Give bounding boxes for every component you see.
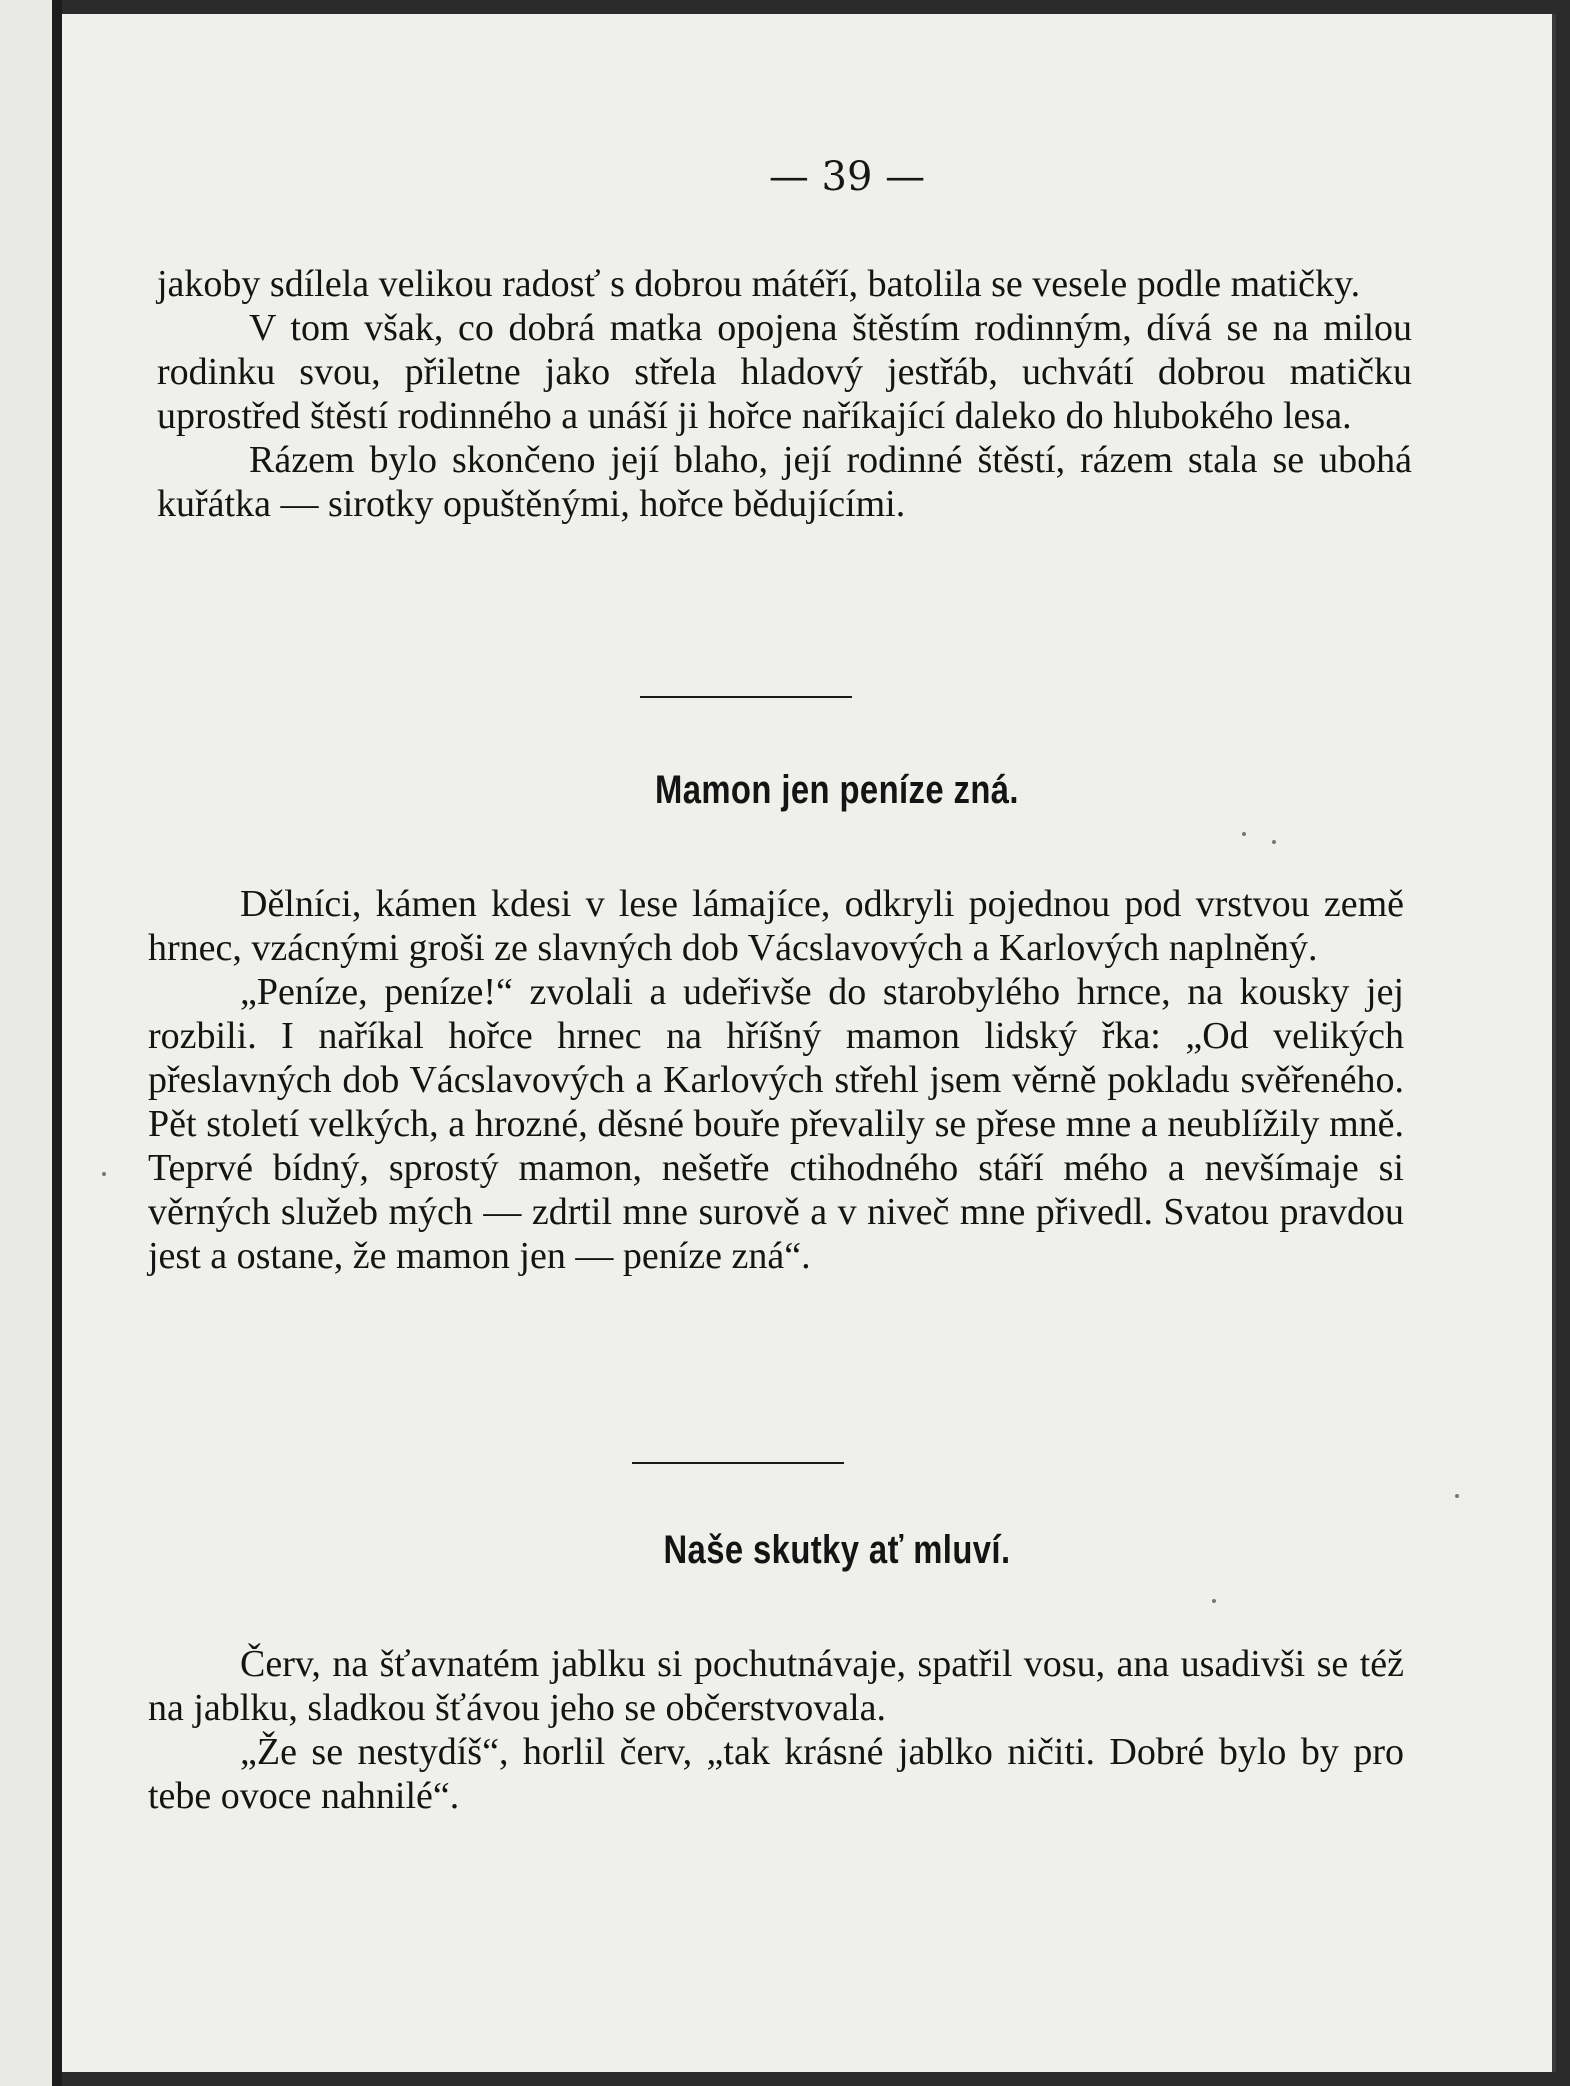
skutky-paragraph: Červ, na šťavnatém jablku si pochutnávaje, spatřil vosu, ana usadivši se též na jablku, sladkou šťávou jeho se občerstvovala. xyxy=(148,1643,1404,1729)
mamon-paragraph: „Peníze, peníze!“ zvolali a udeřivše do starobylého hrnce, na kousky jej rozbili. I naříkal hořce hrnec na hříšný mamon lidský řka: „Od velikých přeslavných dob Vácslavových a Karlových střehl jsem věrně pokladu svěřeného. Pět století velkých, a hrozné, děsné bouře převalily se přese mne a neublížily mně. Teprvé bídný, sprostý mamon, nešetře ctihodného stáří mého a nevšímaje si věrných služeb mých — zdrtil mne surově a v niveč mne přivedl. Svatou pravdou jest a ostane, že mamon jen — peníze zná“. xyxy=(148,971,1404,1277)
intro-paragraph: V tom však, co dobrá matka opojena štěstím rodinným, dívá se na milou rodinku svou, přiletne jako střela hladový jestřáb, uchvátí dobrou matičku uprostřed štěstí rodinného a unáší ji hořce naříkající daleko do hlubokého lesa. xyxy=(157,307,1412,437)
page-number: — 39 — xyxy=(768,154,926,200)
mamon-paragraph: Dělníci, kámen kdesi v lese lámajíce, odkryli pojednou pod vrstvou země hrnec, vzácnými groši ze slavných dob Vácslavových a Karlových naplněný. xyxy=(148,883,1404,969)
paper-speck xyxy=(1455,1494,1459,1498)
paper-speck xyxy=(1212,1599,1216,1603)
section-title-mamon: Mamon jen peníze zná. xyxy=(654,768,1019,812)
paper-speck xyxy=(1242,832,1246,836)
book-page xyxy=(62,14,1556,2072)
intro-paragraph: Rázem bylo skončeno její blaho, její rodinné štěstí, rázem stala se ubohá kuřátka — sirotky opuštěnými, hořce bědujícími. xyxy=(157,439,1412,525)
paper-speck xyxy=(1272,840,1276,844)
mamon-text-block xyxy=(148,882,1404,1278)
skutky-paragraph: „Že se nestydíš“, horlil červ, „tak krásné jablko ničiti. Dobré bylo by pro tebe ovoce nahnilé“. xyxy=(148,1731,1404,1817)
section-title-skutky: Naše skutky ať mluví. xyxy=(663,1528,1011,1572)
skutky-text-block xyxy=(148,1642,1404,1818)
section-divider xyxy=(640,696,852,698)
facing-page-edge xyxy=(0,0,62,2086)
intro-text-block xyxy=(157,262,1412,526)
section-divider xyxy=(632,1462,844,1464)
intro-paragraph: jakoby sdílela velikou radosť s dobrou mátéří, batolila se vesele podle matičky. xyxy=(157,263,1361,305)
paper-speck xyxy=(102,1172,106,1176)
